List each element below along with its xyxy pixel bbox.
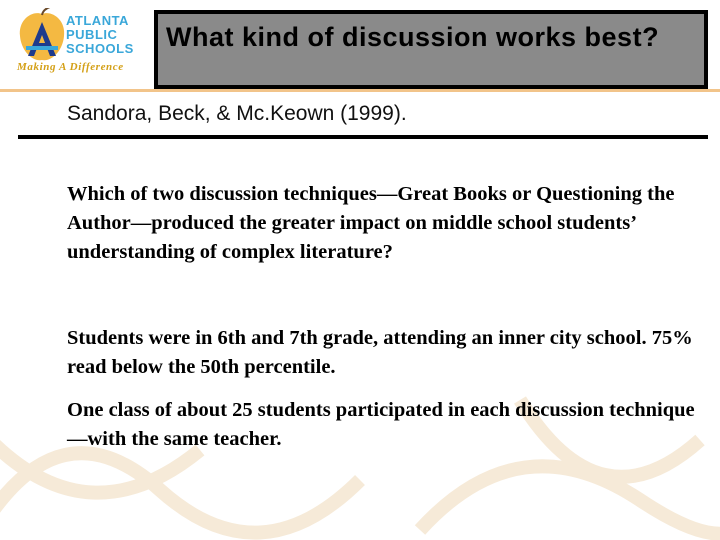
logo-tagline: Making A Difference — [17, 61, 124, 73]
header-accent-line — [0, 89, 720, 92]
logo-line-1: ATLANTA — [66, 13, 129, 28]
paragraph-research-question: Which of two discussion techniques—Great Books or Questioning the Author—produced the greater impact on middle school students’ understanding of complex literature? — [67, 183, 675, 263]
slide-title: What kind of discussion works best? — [166, 22, 660, 52]
paragraph-participants: Students were in 6th and 7th grade, attending an inner city school. 75% read below the 50th percentile. — [67, 327, 693, 378]
paragraph-method: One class of about 25 students participated in each discussion technique—with the same teacher. — [67, 399, 695, 450]
logo-line-3: SCHOOLS — [66, 41, 134, 56]
section-divider — [18, 135, 708, 139]
logo-line-2: PUBLIC — [66, 27, 118, 42]
logo-wordmark — [66, 14, 134, 56]
citation: Sandora, Beck, & Mc.Keown (1999). — [67, 102, 407, 125]
title-box — [154, 10, 708, 89]
apple-a-logo-icon — [12, 8, 72, 68]
atlanta-public-schools-logo — [0, 0, 150, 88]
